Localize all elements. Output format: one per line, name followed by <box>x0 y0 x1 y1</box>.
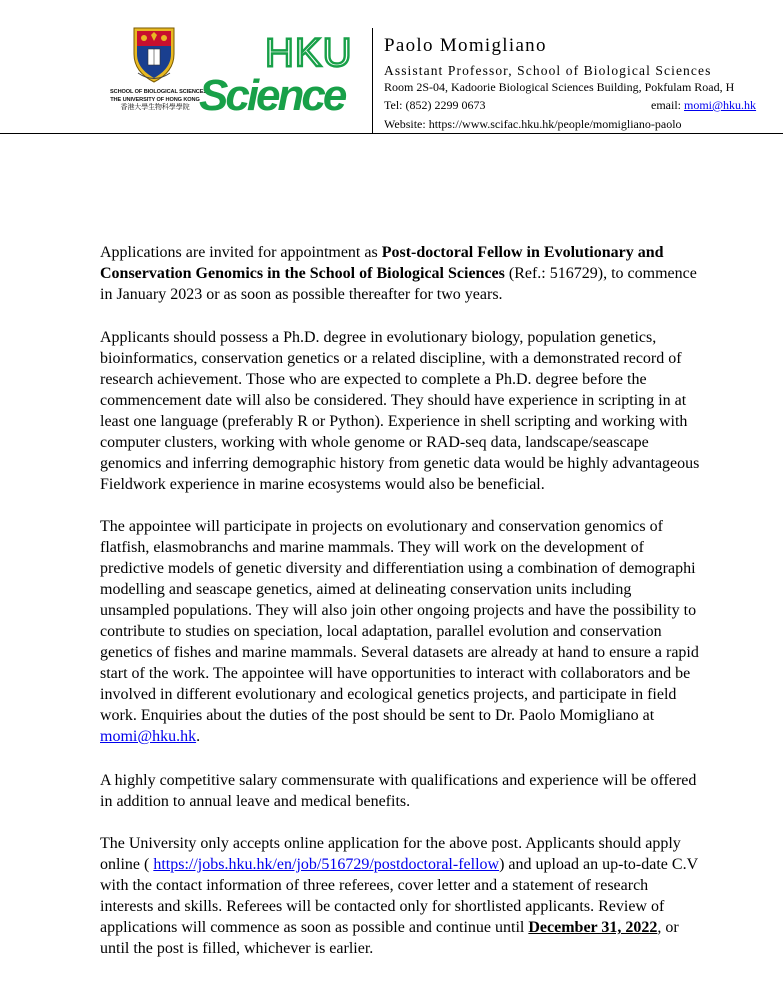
text-line: flatfish, elasmobranchs and marine mammals. They will work on the development of <box>100 539 645 556</box>
paragraph-intro <box>100 242 783 305</box>
contact-telephone: Tel: (852) 2299 0673 <box>384 98 486 112</box>
school-name-lines <box>110 88 207 112</box>
text-line: The appointee will participate in projects on evolutionary and conservation genomics of <box>100 518 663 535</box>
enquiry-email-link[interactable]: momi@hku.hk <box>100 728 197 745</box>
contact-title: Assistant Professor, School of Biological Sciences <box>384 63 712 78</box>
text-line: start of the work. The appointee will have opportunities to interact with collaborators and be <box>100 665 691 682</box>
text-line: computer clusters, working with whole genome or RAD-seq data, landscape/seascape <box>100 434 649 451</box>
text-line: Applicants should possess a Ph.D. degree in evolutionary biology, population genetics, <box>100 329 657 346</box>
contact-name: Paolo Momigliano <box>384 35 547 56</box>
text-line: bioinformatics, conservation genetics or a related discipline, with a demonstrated record of <box>100 350 682 367</box>
text-line: research achievement. Those who are expected to complete a Ph.D. degree before the <box>100 371 647 388</box>
text-line: work. Enquiries about the duties of the post should be sent to Dr. Paolo Momigliano at <box>100 707 655 724</box>
text-line: in January 2023 or as soon as possible thereafter for two years. <box>100 286 503 303</box>
post-title-bold: Post-doctoral Fellow in Evolutionary and <box>381 244 664 261</box>
paragraph-salary <box>100 770 783 812</box>
paragraph-requirements <box>100 327 783 495</box>
job-application-link[interactable]: https://jobs.hku.hk/en/job/516729/postdoctoral-fellow <box>153 856 500 873</box>
text-line: applications will commence as soon as possible and continue until December 31, 2022, or <box>100 919 679 936</box>
text-line: until the post is filled, whichever is earlier. <box>100 940 374 957</box>
text-line: in addition to annual leave and medical benefits. <box>100 793 411 810</box>
email-label: email: <box>651 98 684 112</box>
text-line: unsampled populations. They will also join other ongoing projects and have the possibility to <box>100 602 697 619</box>
text-line: interests and skills. Referees will be contacted only for shortlisted applicants. Review of <box>100 898 665 915</box>
text-line: genomics and inferring demographic history from genetic data would be highly advantageous <box>100 455 700 472</box>
header-divider-right <box>372 133 783 134</box>
contact-address: Room 2S-04, Kadoorie Biological Sciences Building, Pokfulam Road, H <box>384 80 735 94</box>
text-line: contribute to studies on speciation, local adaptation, parallel evolution and conservation <box>100 623 662 640</box>
text-line: predictive models of genetic diversity and differentiation using a combination of demographi <box>100 560 696 577</box>
hku-crest-logo <box>128 26 180 84</box>
paragraph-application <box>100 833 783 959</box>
header-divider-left <box>0 133 372 134</box>
text-line: involved in different evolutionary and ecological genetics projects, and participate in field <box>100 686 677 703</box>
text-line: genetics of fishes and marine mammals. Several datasets are already at hand to ensure a rapid <box>100 644 699 661</box>
contact-email-line <box>651 98 756 113</box>
contact-email-link[interactable]: momi@hku.hk <box>684 98 757 112</box>
text-line: The University only accepts online application for the above post. Applicants should apply <box>100 835 681 852</box>
text-line: Fieldwork experience in marine ecosystems would also be beneficial. <box>100 476 545 493</box>
school-name-zh: 香港大學生物科學學院 <box>120 104 190 111</box>
text-line: online ( https://jobs.hku.hk/en/job/516729/postdoctoral-fellow) and upload an up-to-date C.V <box>100 856 699 873</box>
text-line: A highly competitive salary commensurate with qualifications and experience will be offered <box>100 772 697 789</box>
header-vertical-divider <box>372 28 373 134</box>
text-line: least one language (preferably R or Python). Experience in shell scripting and working with <box>100 413 688 430</box>
paragraph-duties <box>100 516 783 747</box>
hku-science-logo <box>197 26 363 114</box>
text-line: commencement date will also be considered. They should have experience in scripting in at <box>100 392 687 409</box>
text-line: momi@hku.hk. <box>100 728 201 745</box>
logo-science-text: Science <box>199 71 345 114</box>
deadline-date: December 31, 2022 <box>528 919 658 936</box>
text-line: modelling and seascape genetics, aimed at delineating conservation units including <box>100 581 632 598</box>
contact-website: Website: https://www.scifac.hku.hk/people/momigliano-paolo <box>384 117 682 131</box>
text-line: with the contact information of three referees, cover letter and a statement of research <box>100 877 649 894</box>
logo-hku-text: HKU <box>265 31 353 75</box>
text-line: Conservation Genomics in the School of Biological Sciences (Ref.: 516729), to commence <box>100 265 697 282</box>
university-name-en: THE UNIVERSITY OF HONG KONG <box>110 97 200 103</box>
post-title-bold: Conservation Genomics in the School of Biological Sciences <box>100 265 505 282</box>
text-line: Applications are invited for appointment as Post-doctoral Fellow in Evolutionary and <box>100 244 664 261</box>
school-name-en: SCHOOL OF BIOLOGICAL SCIENCES <box>110 89 207 95</box>
